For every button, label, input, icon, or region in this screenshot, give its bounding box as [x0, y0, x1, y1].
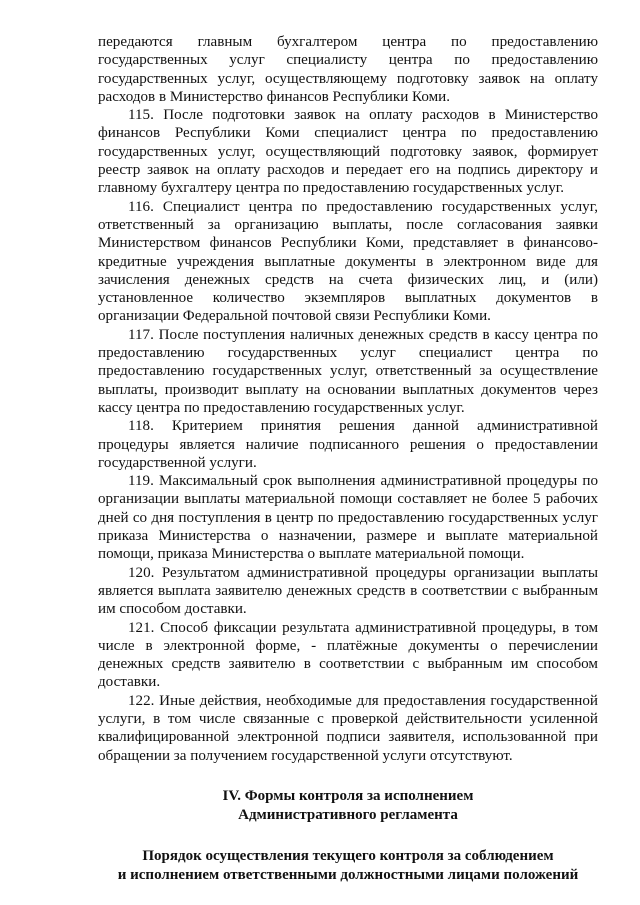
- paragraph-121: 121. Способ фиксации результата административной процедуры, в том числе в электронной форме, - платёжные документы о перечислении денежных средств заявителю в соответствии с выбранным им способом доставки.: [98, 619, 598, 691]
- paragraph-117: 117. После поступления наличных денежных средств в кассу центра по предоставлению государственных услуг специалист центра по предоставлению государственных услуг, ответственный за осуществление выплаты, производит выплату на основании выплатных документов через кассу центра по предоставлению государственных услуг.: [98, 326, 598, 416]
- section-heading-line1: IV. Формы контроля за исполнением: [222, 787, 474, 804]
- section-heading-line2: Административного регламента: [238, 806, 458, 823]
- document-body: [98, 33, 598, 885]
- paragraph-116: 116. Специалист центра по предоставлению государственных услуг, ответственный за организацию выплаты, после согласования заявки Министерством финансов Республики Коми, представляет в финансово-кредитные учреждения выплатные документы в электронном виде для зачисления денежных средств на счета физических лиц, и (или) установленное количество экземпляров выплатных документов в организации Федеральной почтовой связи Республики Коми.: [98, 198, 598, 325]
- subsection-heading-line1: Порядок осуществления текущего контроля за соблюдением: [142, 847, 554, 864]
- paragraph-119: 119. Максимальный срок выполнения административной процедуры по организации выплаты материальной помощи составляет не более 5 рабочих дней со дня поступления в центр по предоставлению государственных услуг приказа Министерства о назначении, размере и выплате материальной помощи, приказа Министерства о выплате материальной помощи.: [98, 473, 598, 563]
- subsection-heading-line2: и исполнением ответственными должностными лицами положений: [117, 866, 579, 883]
- paragraph-continuation: передаются главным бухгалтером центра по предоставлению государственных услуг специалисту центра по предоставлению государственных услуг, осуществляющему подготовку заявок на оплату расходов в Министерство финансов Республики Коми.: [98, 34, 598, 105]
- paragraph-120: 120. Результатом административной процедуры организации выплаты является выплата заявителю денежных средств в соответствии с выбранным им способом доставки.: [98, 564, 598, 618]
- paragraph-118: 118. Критерием принятия решения данной административной процедуры является наличие подписанного решения о предоставлении государственной услуги.: [98, 418, 598, 471]
- paragraph-122: 122. Иные действия, необходимые для предоставления государственной услуги, в том числе связанные с проверкой действительности усиленной квалифицированной электронной подписи заявителя, использованной при обращении за получением государственной услуги отсутствуют.: [98, 692, 598, 764]
- paragraph-115: 115. После подготовки заявок на оплату расходов в Министерство финансов Республики Коми специалист центра по предоставлению государственных услуг, осуществляющий подготовку заявок, формирует реестр заявок на оплату расходов и передает его на подпись директору и главному бухгалтеру центра по предоставлению государственных услуг.: [98, 107, 598, 197]
